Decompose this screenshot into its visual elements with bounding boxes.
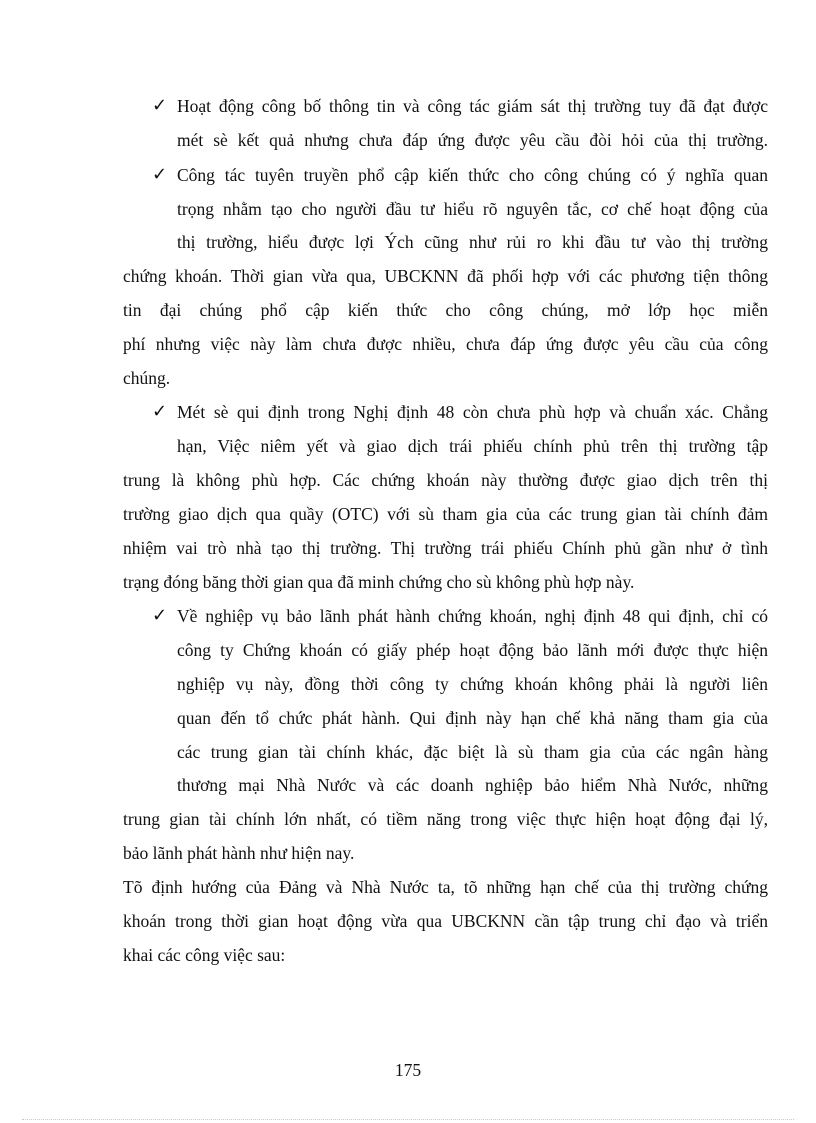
text-line: Tõ định hướng của Đảng và Nhà Nước ta, tõ những hạn chế của thị trường chứng: [123, 877, 768, 897]
text-line: chúng.: [123, 368, 171, 388]
text-line: các trung gian tài chính khác, đặc biệt là sù tham gia của các ngân hàng: [177, 742, 768, 762]
footer-divider: [22, 1119, 794, 1120]
text-line: mét sè kết quả nhưng chưa đáp ứng được yêu cầu đòi hỏi của thị trường.: [177, 130, 768, 150]
text-line: Về nghiệp vụ bảo lãnh phát hành chứng khoán, nghị định 48 qui định, chỉ có: [177, 606, 768, 626]
text-line: trọng nhằm tạo cho người đầu tư hiểu rõ nguyên tắc, cơ chế hoạt động của: [177, 199, 768, 219]
checkmark-icon: ✓: [152, 164, 168, 185]
text-line: nhiệm vai trò nhà tạo thị trường. Thị trường trái phiếu Chính phủ gần như ở tình: [123, 538, 768, 558]
text-line: khai các công việc sau:: [123, 945, 286, 965]
text-line: công ty Chứng khoán có giấy phép hoạt động bảo lãnh mới được thực hiện: [177, 640, 768, 660]
text-line: Công tác tuyên truyền phổ cập kiến thức cho công chúng có ý nghĩa quan: [177, 165, 768, 185]
text-line: quan đến tổ chức phát hành. Qui định này hạn chế khả năng tham gia của: [177, 708, 768, 728]
checkmark-icon: ✓: [152, 401, 168, 422]
text-line: phí nhưng việc này làm chưa được nhiều, chưa đáp ứng được yêu cầu của công: [123, 334, 768, 354]
text-line: bảo lãnh phát hành như hiện nay.: [123, 843, 355, 863]
checkmark-icon: ✓: [152, 605, 168, 626]
text-line: Hoạt động công bố thông tin và công tác giám sát thị trường tuy đã đạt được: [177, 96, 768, 116]
text-line: hạn, Việc niêm yết và giao dịch trái phiếu chính phủ trên thị trường tập: [177, 436, 768, 456]
text-line: nghiệp vụ này, đồng thời công ty chứng khoán không phải là người liên: [177, 674, 768, 694]
text-line: trung là không phù hợp. Các chứng khoán này thường được giao dịch trên thị: [123, 470, 768, 490]
text-line: khoán trong thời gian hoạt động vừa qua UBCKNN cần tập trung chỉ đạo và triển: [123, 911, 768, 931]
text-line: trường giao dịch qua quầy (OTC) với sù tham gia của các trung gian tài chính đảm: [123, 504, 768, 524]
text-line: trung gian tài chính lớn nhất, có tiềm năng trong việc thực hiện hoạt động đại lý,: [123, 809, 768, 829]
text-line: trạng đóng băng thời gian qua đã minh chứng cho sù không phù hợp này.: [123, 572, 635, 592]
checkmark-icon: ✓: [152, 95, 168, 116]
text-line: thị trường, hiểu được lợi Ých cũng như rủi ro khi đầu tư vào thị trường: [177, 232, 768, 252]
text-line: chứng khoán. Thời gian vừa qua, UBCKNN đã phối hợp với các phương tiện thông: [123, 266, 768, 286]
text-line: tin đại chúng phổ cập kiến thức cho công chúng, mở lớp học miễn: [123, 300, 768, 320]
page-number: 175: [394, 1060, 422, 1080]
text-line: Mét sè qui định trong Nghị định 48 còn chưa phù hợp và chuẩn xác. Chẳng: [177, 402, 768, 422]
text-line: thương mại Nhà Nước và các doanh nghiệp bảo hiểm Nhà Nước, những: [177, 775, 768, 795]
